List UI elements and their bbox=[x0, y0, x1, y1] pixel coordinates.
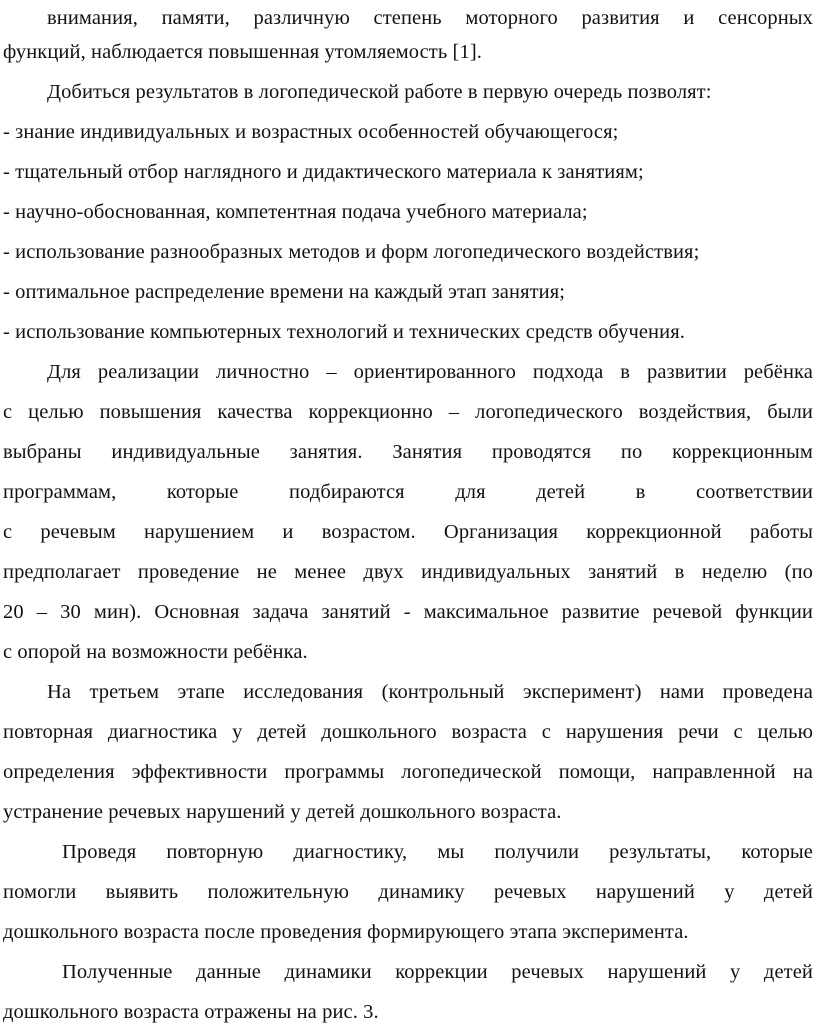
text-line: - использование разнообразных методов и форм логопедического воздействия; bbox=[3, 241, 700, 263]
text-line: выбраны индивидуальные занятия. Занятия проводятся по коррекционным bbox=[3, 441, 813, 463]
text-line: - знание индивидуальных и возрастных особенностей обучающегося; bbox=[3, 121, 619, 143]
text-line: - научно-обоснованная, компетентная подача учебного материала; bbox=[3, 201, 588, 223]
text-line: программам, которые подбираются для детей в соответствии bbox=[3, 481, 813, 503]
text-line: с целью повышения качества коррекционно – логопедического воздействия, были bbox=[3, 401, 813, 423]
text-line: повторная диагностика у детей дошкольного возраста с нарушения речи с целью bbox=[3, 721, 813, 743]
text-line: дошкольного возраста после проведения формирующего этапа эксперимента. bbox=[3, 921, 689, 943]
text-line: с опорой на возможности ребёнка. bbox=[3, 641, 308, 663]
text-line: Для реализации личностно – ориентированного подхода в развитии ребёнка bbox=[47, 361, 813, 383]
text-line: с речевым нарушением и возрастом. Организация коррекционной работы bbox=[3, 521, 813, 543]
text-line: устранение речевых нарушений у детей дошкольного возраста. bbox=[3, 801, 562, 823]
text-line: - использование компьютерных технологий и технических средств обучения. bbox=[3, 321, 685, 343]
text-line: функций, наблюдается повышенная утомляемость [1]. bbox=[3, 41, 482, 63]
text-line: Полученные данные динамики коррекции речевых нарушений у детей bbox=[62, 961, 813, 983]
text-line: внимания, памяти, различную степень моторного развития и сенсорных bbox=[47, 7, 813, 29]
text-line: определения эффективности программы логопедической помощи, направленной на bbox=[3, 761, 813, 783]
text-line: Проведя повторную диагностику, мы получили результаты, которые bbox=[62, 841, 813, 863]
text-line: 20 – 30 мин). Основная задача занятий - максимальное развитие речевой функции bbox=[3, 601, 813, 623]
text-line: На третьем этапе исследования (контрольный эксперимент) нами проведена bbox=[47, 681, 813, 703]
text-line: дошкольного возраста отражены на рис. 3. bbox=[3, 1001, 379, 1023]
text-line: предполагает проведение не менее двух индивидуальных занятий в неделю (по bbox=[3, 561, 813, 583]
text-line: - тщательный отбор наглядного и дидактического материала к занятиям; bbox=[3, 161, 644, 183]
text-line: Добиться результатов в логопедической работе в первую очередь позволят: bbox=[47, 81, 712, 103]
text-line: помогли выявить положительную динамику речевых нарушений у детей bbox=[3, 881, 813, 903]
text-line: - оптимальное распределение времени на каждый этап занятия; bbox=[3, 281, 566, 303]
